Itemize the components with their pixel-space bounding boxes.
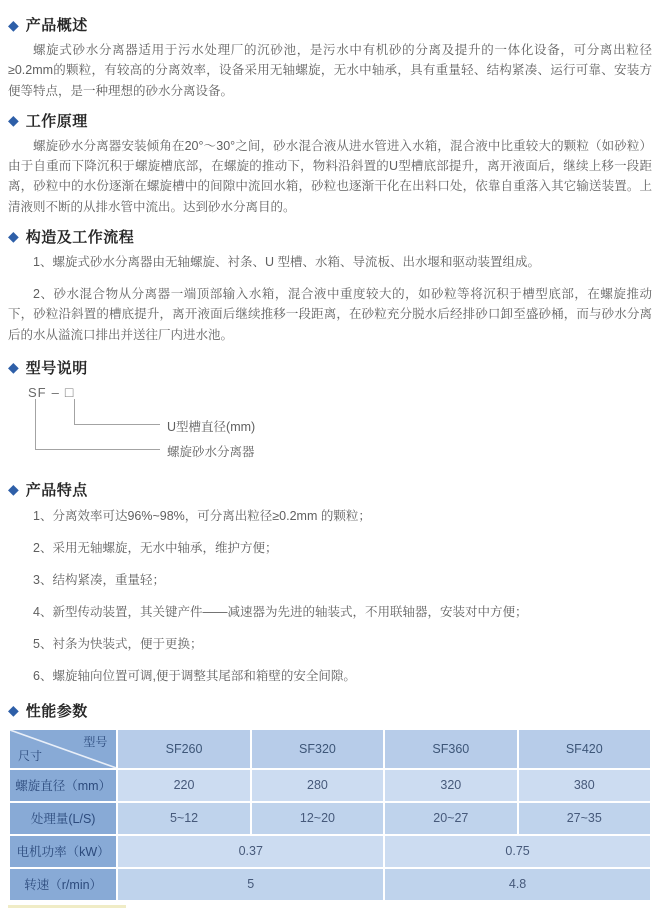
model-placeholder-box: □ [64, 383, 75, 400]
section-title-principle: 工作原理 [25, 112, 88, 130]
corner-label-size: 尺寸 [18, 748, 43, 763]
feature-item-5: 5、衬条为快装式，便于更换； [33, 636, 203, 651]
row-label: 转速（r/min） [10, 869, 116, 900]
structure-item-1: 1、螺旋式砂水分离器由无轴螺旋、衬条、U 型槽、水箱、导流板、出水堰和驱动装置组成。 [33, 254, 540, 269]
table-corner-cell [10, 730, 116, 768]
section-title-features: 产品特点 [25, 481, 88, 499]
table-cell: 4.8 [385, 869, 650, 900]
column-header-model: SF420 [519, 730, 650, 768]
section-title-structure: 构造及工作流程 [25, 228, 135, 246]
diamond-bullet-icon: ◆ [8, 481, 19, 498]
performance-parameters-table [8, 728, 652, 902]
model-code-prefix: SF [28, 384, 47, 400]
section-title-model: 型号说明 [25, 359, 88, 377]
model-designation-diagram [8, 384, 652, 470]
callout-label-separator-name: 螺旋砂水分离器 [167, 444, 255, 459]
section-heading-parameters [8, 700, 652, 721]
principle-paragraph: 螺旋砂水分离器安装倾角在20°～30°之间，砂水混合液从进水管进入水箱，混合液中比重较大的颗粒（如砂粒）由于自重而下降沉积于螺旋槽底部，在螺旋的推动下，物料沿斜置的U型槽底部提升，离开液面后，继续上移一段距离，砂粒中的水份逐渐在螺旋槽中的间隙中流回水箱，砂粒也逐渐干化在出料口处，依靠自重落入其它输送装置。上清液则不断的从排水管中流出。达到砂水分离目的。 [8, 138, 652, 214]
row-label: 处理量(L/S) [10, 803, 116, 834]
callout-label-trough-diameter: U型槽直径(mm) [167, 419, 256, 434]
model-code-separator: – [51, 384, 60, 400]
table-cell: 320 [385, 770, 516, 801]
table-row-motor-power [10, 836, 650, 867]
page-bottom-artifact [8, 905, 126, 908]
table-cell: 220 [118, 770, 249, 801]
table-cell: 0.75 [385, 836, 650, 867]
column-header-model: SF260 [118, 730, 249, 768]
table-cell: 5~12 [118, 803, 249, 834]
section-heading-model [8, 357, 652, 378]
table-row-capacity [10, 803, 650, 834]
table-cell: 27~35 [519, 803, 650, 834]
column-header-model: SF320 [252, 730, 383, 768]
table-cell: 20~27 [385, 803, 516, 834]
diamond-bullet-icon: ◆ [8, 16, 19, 33]
diamond-bullet-icon: ◆ [8, 112, 19, 129]
overview-paragraph: 螺旋式砂水分离器适用于污水处理厂的沉砂池，是污水中有机砂的分离及提升的一体化设备，可分离出粒径≥0.2mm的颗粒，有较高的分离效率，设备采用无轴螺旋，无水中轴承，具有重量轻、结构紧凑、运行可靠、安装方便等特点，是一种理想的砂水分离设备。 [8, 43, 652, 98]
table-row-screw-diameter [10, 770, 650, 801]
row-label: 电机功率（kW） [10, 836, 116, 867]
diamond-bullet-icon: ◆ [8, 702, 19, 719]
feature-item-4: 4、新型传动装置，其关键产件——减速器为先进的轴装式，不用联轴器，安装对中方便； [33, 604, 528, 619]
column-header-model: SF360 [385, 730, 516, 768]
callout-line-to-prefix [35, 399, 160, 450]
feature-item-6: 6、螺旋轴向位置可调,便于调整其尾部和箱壁的安全间隙。 [33, 668, 356, 683]
feature-item-2: 2、采用无轴螺旋，无水中轴承，维护方便； [33, 540, 278, 555]
section-title-overview: 产品概述 [25, 17, 88, 34]
diamond-bullet-icon: ◆ [8, 228, 19, 245]
corner-label-model: 型号 [83, 734, 108, 749]
table-header-row [10, 730, 650, 768]
table-cell: 280 [252, 770, 383, 801]
table-cell: 5 [118, 869, 383, 900]
section-heading-overview [8, 14, 652, 35]
table-row-rotation-speed [10, 869, 650, 900]
structure-item-2: 2、砂水混合物从分离器一端顶部输入水箱，混合液中重度较大的，如砂粒等将沉积于槽型底部，在螺旋推动下，砂粒沿斜置的槽底提升，离开液面后继续推移一段距离，在砂粒充分脱水后经排砂口卸至盛砂桶，而与砂水分离后的水从溢流口排出并送往厂内进水池。 [8, 287, 652, 342]
features-list [8, 508, 652, 686]
table-cell: 0.37 [118, 836, 383, 867]
section-title-parameters: 性能参数 [25, 702, 88, 720]
section-heading-principle [8, 110, 652, 131]
diamond-bullet-icon: ◆ [8, 359, 19, 376]
section-heading-structure [8, 226, 652, 247]
feature-item-3: 3、结构紧凑，重量轻； [33, 572, 165, 587]
model-code [28, 384, 74, 400]
table-cell: 12~20 [252, 803, 383, 834]
feature-item-1: 1、分离效率可达96%~98%，可分离出粒径≥0.2mm 的颗粒； [33, 508, 371, 523]
row-label: 螺旋直径（mm） [10, 770, 116, 801]
table-cell: 380 [519, 770, 650, 801]
section-heading-features [8, 479, 652, 500]
